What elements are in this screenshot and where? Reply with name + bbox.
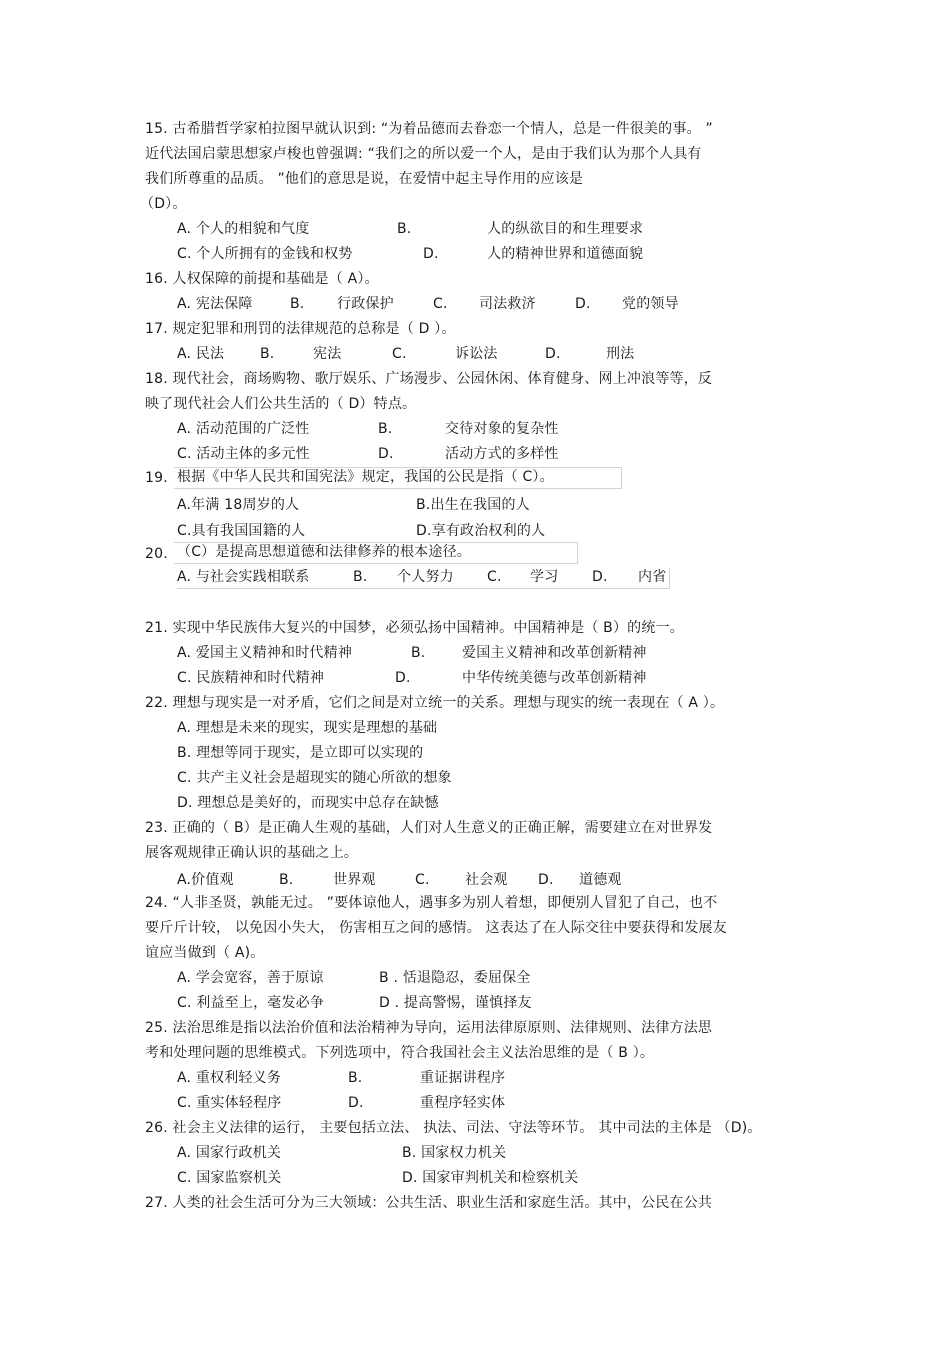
q26-option-c: C. 国家监察机关 (177, 1170, 282, 1186)
q15-line-1: 15. 古希腊哲学家柏拉图早就认识到: “为着品德而去眷恋一个情人，总是一件很美的事。 ” (145, 121, 713, 137)
q22-option-b: B. 理想等同于现实，是立即可以实现的 (177, 745, 424, 761)
q17-stem: 17. 规定犯罪和刑罚的法律规范的总称是（ D ）。 (145, 321, 456, 337)
q26-stem: 26. 社会主义法律的运行， 主要包括立法、 执法、司法、守法等环节。 其中司法的主体是 （D)。 (145, 1120, 762, 1136)
q20-number: 20. (145, 546, 168, 562)
q21-options-row-1 (177, 644, 777, 664)
q16-options-row (177, 295, 777, 315)
q19-option-c: C.具有我国国籍的人 (177, 523, 306, 539)
q18-option-c: C. 活动主体的多元性 (177, 446, 310, 462)
q15-option-d-letter: D. (423, 246, 439, 262)
q23-option-c: 社会观 (465, 872, 508, 888)
q22-option-d: D. 理想总是美好的，而现实中总存在缺憾 (177, 795, 439, 811)
q15-options-row-2 (177, 245, 777, 265)
q25-option-b-letter: B. (348, 1070, 363, 1086)
q19-number: 19. (145, 470, 168, 486)
q24-option-c: C. 利益至上，毫发必争 (177, 995, 325, 1011)
q26-option-a: A. 国家行政机关 (177, 1145, 282, 1161)
q25-options-row-2 (177, 1094, 777, 1114)
q25-option-d: 重程序轻实体 (420, 1095, 506, 1111)
q16-option-d: 党的领导 (622, 296, 679, 312)
q15-option-d: 人的精神世界和道德面貌 (487, 246, 644, 262)
q23-option-c-letter: C. (415, 872, 430, 888)
q26-options-row-2 (177, 1169, 777, 1189)
q20-stem: （C）是提高思想道德和法律修养的根本途径。 (174, 542, 578, 564)
q16-option-d-letter: D. (575, 296, 591, 312)
q17-option-b: 宪法 (313, 346, 342, 362)
q24-options-row-1 (177, 969, 777, 989)
q18-option-d: 活动方式的多样性 (445, 446, 559, 462)
q16-option-b: 行政保护 (337, 296, 394, 312)
q16-option-c-letter: C. (433, 296, 448, 312)
q19-options-row-1 (177, 496, 777, 516)
q25-line-1: 25. 法治思维是指以法治价值和法治精神为导向，运用法律原原则、法律规则、法律方法思 (145, 1020, 713, 1036)
q21-option-b: 爱国主义精神和改革创新精神 (462, 645, 647, 661)
q17-option-d-letter: D. (545, 346, 561, 362)
q24-option-a: A. 学会宽容，善于原谅 (177, 970, 324, 986)
q25-line-2: 考和处理问题的思维模式。下列选项中，符合我国社会主义法治思维的是（ B ）。 (145, 1045, 655, 1061)
q21-option-a: A. 爱国主义精神和时代精神 (177, 645, 353, 661)
q23-option-b: 世界观 (333, 872, 376, 888)
q23-line-2: 展客观规律正确认识的基础之上。 (145, 845, 358, 861)
q18-options-row-2 (177, 445, 777, 465)
q17-option-c: 诉讼法 (455, 346, 498, 362)
q23-line-1: 23. 正确的（ B）是正确人生观的基础，人们对人生意义的正确正解，需要建立在对世界发 (145, 820, 713, 836)
q17-option-d: 刑法 (606, 346, 635, 362)
q15-line-2: 近代法国启蒙思想家卢梭也曾强调: “我们之的所以爱一个人，是由于我们认为那个人具有 (145, 146, 702, 162)
q26-options-row-1 (177, 1144, 777, 1164)
q18-option-b-letter: B. (378, 421, 393, 437)
q21-option-d-letter: D. (395, 670, 411, 686)
q22-option-a: A. 理想是未来的现实，现实是理想的基础 (177, 720, 438, 736)
q21-option-c: C. 民族精神和时代精神 (177, 670, 325, 686)
q20-option-c: 学习 (530, 569, 559, 585)
q15-option-b-letter: B. (397, 221, 412, 237)
q25-options-row-1 (177, 1069, 777, 1089)
q23-option-d-letter: D. (538, 872, 554, 888)
q20-option-d: 内省 (638, 569, 667, 585)
q23-options-row (177, 871, 777, 891)
q18-line-2: 映了现代社会人们公共生活的（ D）特点。 (145, 396, 417, 412)
q15-line-3: 我们所尊重的品质。 ”他们的意思是说，在爱情中起主导作用的应该是 (145, 171, 584, 187)
q19-option-b: B.出生在我国的人 (416, 497, 530, 513)
q18-option-b: 交待对象的复杂性 (445, 421, 559, 437)
q20-option-c-letter: C. (487, 569, 502, 585)
q21-stem: 21. 实现中华民族伟大复兴的中国梦，必须弘扬中国精神。中国精神是（ B）的统一。 (145, 620, 684, 636)
q20-option-a: A. 与社会实践相联系 (177, 569, 310, 585)
q19-option-d: D.享有政治权利的人 (416, 523, 546, 539)
q24-options-row-2 (177, 994, 777, 1014)
q25-option-c: C. 重实体轻程序 (177, 1095, 282, 1111)
q21-options-row-2 (177, 669, 777, 689)
q21-option-d: 中华传统美德与改革创新精神 (462, 670, 647, 686)
q17-option-a: A. 民法 (177, 346, 225, 362)
q21-option-b-letter: B. (411, 645, 426, 661)
q20-option-b-letter: B. (353, 569, 368, 585)
q23-option-b-letter: B. (279, 872, 294, 888)
q24-line-1: 24. “人非圣贤，孰能无过。 ”要体谅他人，遇事多为别人着想，即便别人冒犯了自己，也不 (145, 895, 718, 911)
q18-option-d-letter: D. (378, 446, 394, 462)
q24-option-d: D . 提高警惕，谨慎择友 (379, 995, 532, 1011)
q17-options-row (177, 345, 777, 365)
q23-option-d: 道德观 (579, 872, 622, 888)
q15-option-b: 人的纵欲目的和生理要求 (487, 221, 644, 237)
q17-option-b-letter: B. (260, 346, 275, 362)
q26-option-d: D. 国家审判机关和检察机关 (402, 1170, 579, 1186)
q16-option-c: 司法救济 (479, 296, 536, 312)
q17-option-c-letter: C. (392, 346, 407, 362)
q20-option-b: 个人努力 (397, 569, 454, 585)
q18-options-row-1 (177, 420, 777, 440)
q15-options-row-1 (177, 220, 777, 240)
q22-option-c: C. 共产主义社会是超现实的随心所欲的想象 (177, 770, 452, 786)
q19-stem: 根据《中华人民共和国宪法》规定，我国的公民是指（ C）。 (174, 467, 622, 489)
q24-line-3: 谊应当做到（ A)。 (145, 945, 265, 961)
q25-option-a: A. 重权利轻义务 (177, 1070, 282, 1086)
q16-option-a: A. 宪法保障 (177, 296, 253, 312)
q27-stem: 27. 人类的社会生活可分为三大领域：公共生活、职业生活和家庭生活。其中，公民在公共 (145, 1195, 713, 1211)
q18-line-1: 18. 现代社会，商场购物、歌厅娱乐、广场漫步、公园休闲、体育健身、网上冲浪等等，反 (145, 371, 713, 387)
q16-stem: 16. 人权保障的前提和基础是（ A）。 (145, 271, 379, 287)
q15-answer-line: （D）。 (140, 196, 187, 212)
q19-options-row-2 (177, 522, 777, 542)
q26-option-b: B. 国家权力机关 (402, 1145, 507, 1161)
q16-option-b-letter: B. (290, 296, 305, 312)
q19-option-a: A.年满 18周岁的人 (177, 497, 300, 513)
q20-options-row (177, 568, 670, 589)
q24-line-2: 要斤斤计较， 以免因小失大， 伤害相互之间的感情。 这表达了在人际交往中要获得和发展友 (145, 920, 727, 936)
q15-option-a: A. 个人的相貌和气度 (177, 221, 310, 237)
q24-option-b: B . 恬退隐忍，委屈保全 (379, 970, 531, 986)
q18-option-a: A. 活动范围的广泛性 (177, 421, 310, 437)
q25-option-b: 重证据讲程序 (420, 1070, 506, 1086)
q23-option-a: A.价值观 (177, 872, 234, 888)
q15-option-c: C. 个人所拥有的金钱和权势 (177, 246, 353, 262)
q25-option-d-letter: D. (348, 1095, 364, 1111)
q22-stem: 22. 理想与现实是一对矛盾，它们之间是对立统一的关系。理想与现实的统一表现在（ A ）。 (145, 695, 725, 711)
q20-option-d-letter: D. (592, 569, 608, 585)
